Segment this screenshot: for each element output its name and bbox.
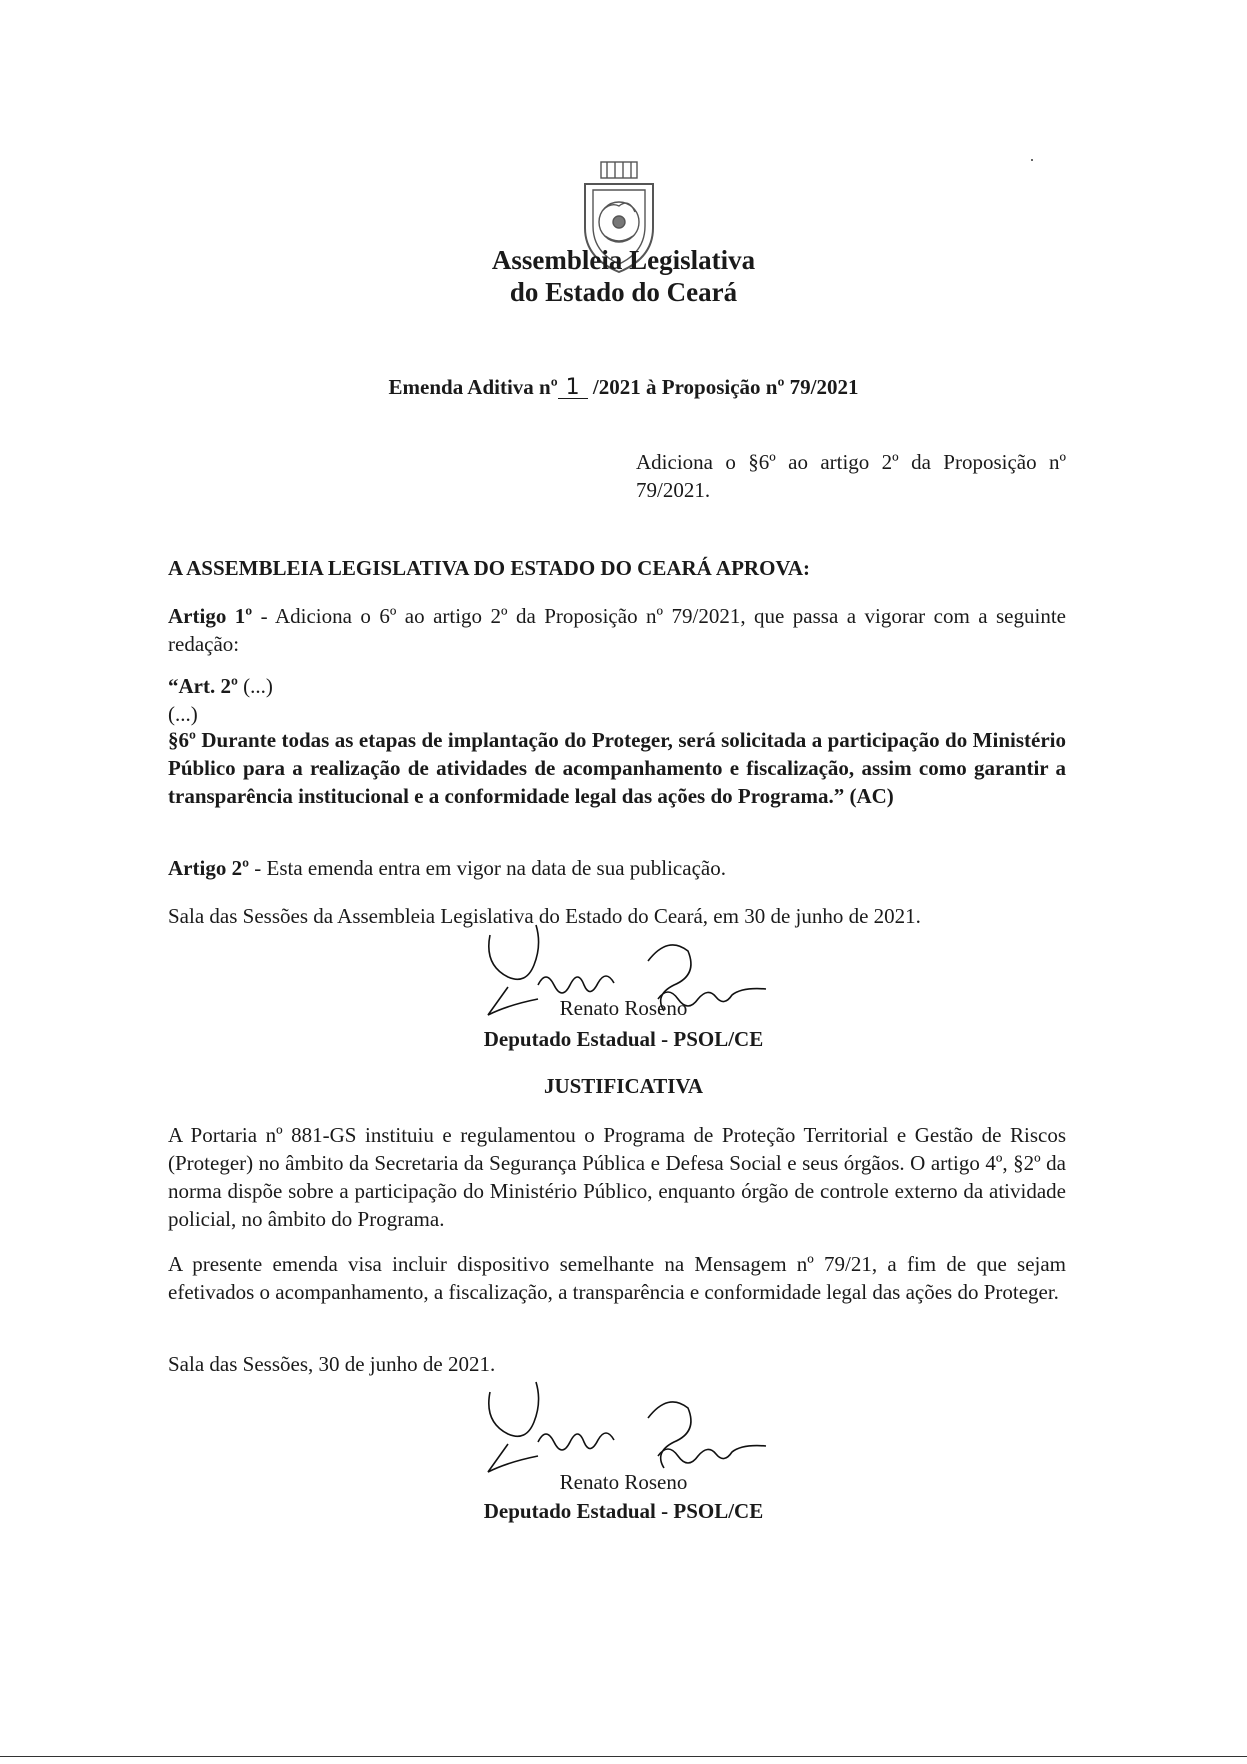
emenda-number: 1 [558,378,588,399]
scan-speck [1031,159,1033,161]
emenda-title [0,375,1247,400]
emenda-suffix: /2021 à Proposição nº 79/2021 [592,375,859,399]
preamble: A ASSEMBLEIA LEGISLATIVA DO ESTADO DO CEARÁ APROVA: [168,556,811,580]
ementa: Adiciona o §6º ao artigo 2º da Proposição nº 79/2021. [636,450,1066,502]
artigo-2 [168,854,1066,882]
quote-art [168,672,1066,700]
justificativa-paragraph-1: A Portaria nº 881-GS instituiu e regulamentou o Programa de Proteção Territorial e Gestão de Riscos (Proteger) no âmbito da Secretaria da Segurança Pública e Defesa Social e seus órgãos. O artigo 4º, §2º da norma dispõe sobre a participação do Ministério Público, enquanto órgão de controle externo da atividade policial, no âmbito do Programa. [168,1123,1066,1231]
signer-2-name: Renato Roseno [559,1470,688,1494]
artigo-2-text: - Esta emenda entra em vigor na data de sua publicação. [249,856,726,880]
quote-ellipsis: (...) [168,702,198,726]
signer-1-title: Deputado Estadual - PSOL/CE [483,1027,764,1051]
quote-art-rest: (...) [237,674,273,698]
artigo-1 [168,602,1066,658]
signer-1-name: Renato Roseno [559,996,688,1020]
quote-art-label: “Art. 2º [168,674,238,698]
justificativa-heading: JUSTIFICATIVA [543,1074,704,1098]
sala-das-sessoes-2: Sala das Sessões, 30 de junho de 2021. [168,1352,496,1376]
artigo-1-label: Artigo 1º [168,604,253,628]
artigo-2-label: Artigo 2º [168,856,249,880]
justificativa-paragraph-2: A presente emenda visa incluir dispositivo semelhante na Mensagem nº 79/21, a fim de que sejam efetivados o acompanhamento, a fiscalização, a transparência e conformidade legal das ações do Proteger. [168,1252,1066,1304]
signer-2-title: Deputado Estadual - PSOL/CE [483,1499,764,1523]
emenda-prefix: Emenda Aditiva nº [388,375,558,399]
sala-das-sessoes-1: Sala das Sessões da Assembleia Legislativa do Estado do Ceará, em 30 de junho de 2021. [168,904,921,928]
institution-name-line2: do Estado do Ceará [509,277,738,307]
artigo-1-text: - Adiciona o 6º ao artigo 2º da Proposição nº 79/2021, que passa a vigorar com a seguinte redação: [168,604,1066,656]
footer-rule [0,1756,1247,1757]
institution-name-line1: Assembleia Legislativa [491,245,756,275]
quote-paragraph-6: §6º Durante todas as etapas de implantação do Proteger, será solicitada a participação do Ministério Público para a realização de atividades de acompanhamento e fiscalização, assim como garantir a transparência institucional e a conformidade legal das ações do Programa.” (AC) [168,728,1066,808]
